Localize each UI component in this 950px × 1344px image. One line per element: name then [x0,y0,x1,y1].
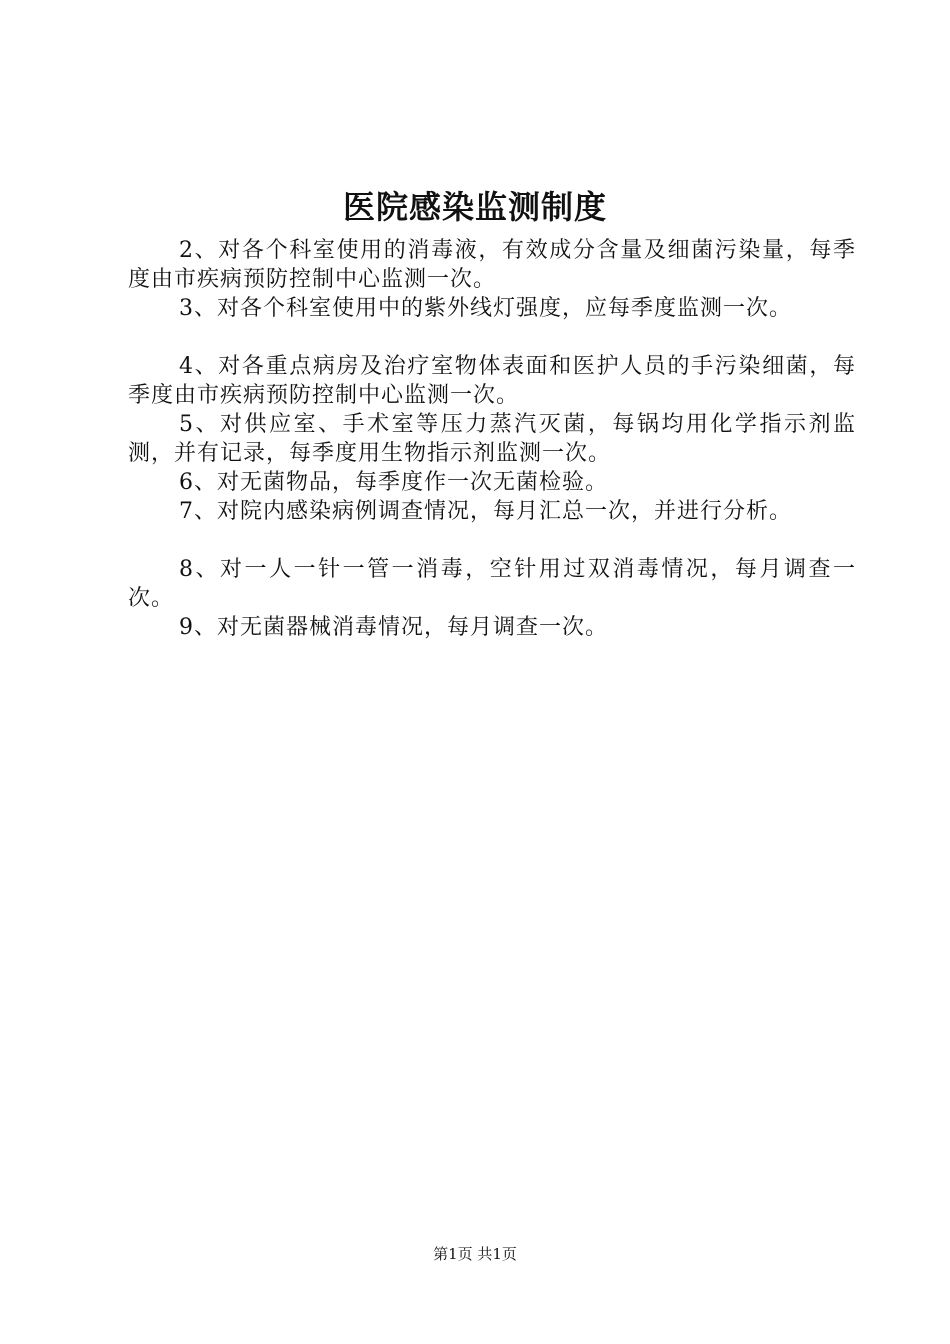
paragraph-item-9: 9、对无菌器械消毒情况，每月调查一次。 [179,615,608,640]
paragraph-item-2: 2、对各个科室使用的消毒液，有效成分含量及细菌污染量，每季度由市疾病预防控制中心监测一次。 [128,238,856,292]
document-title: 医院感染监测制度 [342,188,607,226]
paragraph-item-5: 5、对供应室、手术室等压力蒸汽灭菌，每锅均用化学指示剂监测，并有记录，每季度用生物指示剂监测一次。 [128,412,856,466]
paragraph-item-7: 7、对院内感染病例调查情况，每月汇总一次，并进行分析。 [179,499,792,524]
paragraph-item-4: 4、对各重点病房及治疗室物体表面和医护人员的手污染细菌，每季度由市疾病预防控制中心监测一次。 [128,354,856,408]
document-body [128,236,856,642]
paragraph-item-8: 8、对一人一针一管一消毒，空针用过双消毒情况，每月调查一次。 [128,557,856,611]
page-number-footer: 第1页 共1页 [433,1245,517,1263]
paragraph-item-3: 3、对各个科室使用中的紫外线灯强度，应每季度监测一次。 [179,296,792,321]
paragraph-spacer [128,323,856,352]
paragraph-spacer [128,526,856,555]
paragraph-item-6: 6、对无菌物品，每季度作一次无菌检验。 [179,470,608,495]
